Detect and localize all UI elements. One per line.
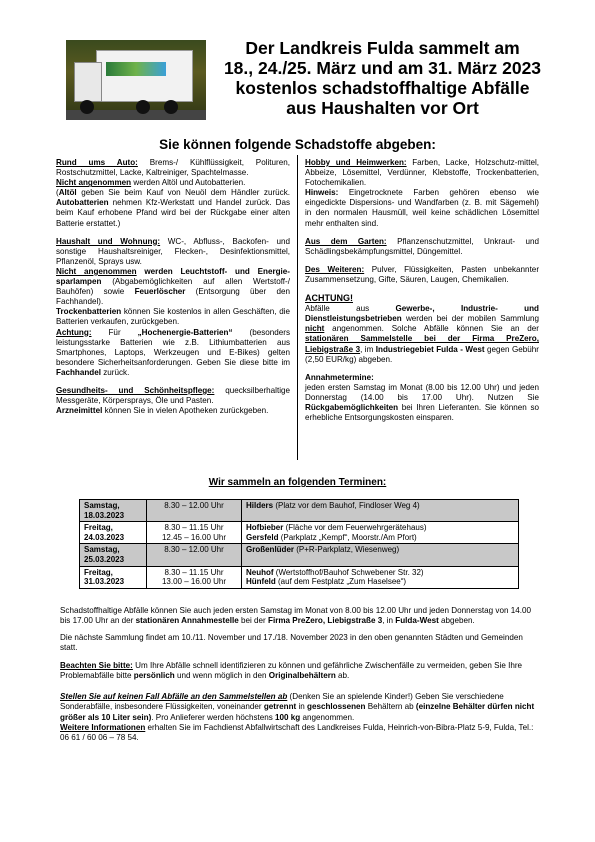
text: werden bei der mobilen Sammlung	[401, 314, 539, 324]
collection-truck-photo	[66, 40, 206, 120]
paragraph-stationary	[60, 606, 540, 627]
section-heading: Rund ums Auto:	[56, 158, 138, 167]
time-slot: 8.30 – 11.15 Uhr	[164, 523, 224, 533]
section-heading: Gesundheits- und Schönheitspflege:	[56, 385, 215, 395]
text: angenommen.	[300, 712, 355, 722]
left-column	[56, 158, 290, 424]
truck-wheel	[136, 100, 150, 114]
text: Die nächste Sammlung findet am 10./11. November und 17./18. November 2023 in den oben genannten Städten und Gemeinden statt.	[60, 633, 523, 653]
date-cell	[80, 522, 147, 544]
table-row	[80, 500, 519, 522]
section-heading: Hobby und Heimwerken:	[305, 158, 407, 167]
table-row	[80, 544, 519, 566]
text-heading: Beachten Sie bitte:	[60, 661, 133, 670]
date: 24.03.2023	[84, 532, 125, 542]
section-text: WC-, Abfluss-, Backofen- und sonstige Haushaltsreiniger, Flecken-, Desinfektionsmittel, Pflanzenöl, Sprays usw.	[56, 236, 290, 266]
time-slot: 13.00 – 16.00 Uhr	[161, 577, 227, 587]
warning-heading: ACHTUNG!	[305, 293, 353, 304]
paragraph-beachten	[60, 661, 540, 682]
place-name: Hünfeld	[246, 577, 276, 587]
text: jeden ersten Samstag im Monat (8.00 bis 12.00 Uhr) und jeden Donnerstag (14.00 bis 17.00 Uhr). Nutzen Sie	[305, 382, 539, 402]
text: Schadstoffhaltige Abfälle können Sie auch jeden ersten Samstag im Monat von 8.00 bis 12.00 Uhr und jeden Donnerstag von 14.00 bis 17.00 Uhr an der	[60, 606, 531, 626]
section-heading: Annahmetermine:	[305, 372, 374, 382]
subtitle: Sie können folgende Schadstoffe abgeben:	[159, 137, 436, 152]
section-heading: Aus dem Garten:	[305, 236, 387, 246]
text-bold: Feuerlöscher	[134, 287, 186, 297]
paragraph-next-collection	[60, 633, 540, 654]
text-bold: Trockenbatterien	[56, 307, 122, 317]
section-text: Pflanzenschutzmittel, Unkraut- und Schädlingsbekämpfungsmittel, Düngemittel.	[305, 236, 539, 256]
schedule-table	[79, 499, 519, 589]
truck-livery	[106, 62, 166, 76]
time-slot: 12.45 – 16.00 Uhr	[161, 532, 227, 542]
text: können Sie in vielen Apotheken zurückgeben.	[102, 406, 269, 416]
text: geben Sie beim Kauf von Neuöl dem Händler zurück.	[76, 188, 290, 198]
paragraph-warning	[60, 692, 540, 743]
text: angenommen. Solche Abfälle können Sie an der	[324, 324, 539, 334]
weekday: Freitag,	[84, 567, 113, 577]
section-text: Farben, Lacke, Holzschutz-mittel, Abbeize, Lösemittel, Verdünner, Klebstoffe, Trockenbatterien, Fotochemikalien.	[305, 158, 539, 188]
page-title	[210, 38, 555, 118]
text-bold: persönlich	[133, 671, 175, 681]
schedule-heading: Wir sammeln an folgenden Terminen:	[208, 477, 387, 488]
table-row	[80, 522, 519, 544]
place-name: Gersfeld	[246, 532, 279, 542]
place-detail: (auf dem Festplatz „Zum Haselsee“)	[275, 577, 407, 587]
place-name: Neuhof	[246, 567, 274, 577]
place-detail: (Parkplatz „Kempf“, Moorstr./Am Pfort)	[278, 532, 417, 542]
section-heading: Haushalt und Wohnung:	[56, 236, 161, 246]
text-bold: Fulda-West	[395, 616, 439, 626]
text: Um Ihre Abfälle schnell identifizieren zu können und gefährliche Zwischenfälle zu vermeiden, geben Sie Ihre Problemabfälle bitte	[60, 661, 523, 681]
date: 31.03.2023	[84, 577, 125, 587]
truck-cab	[74, 62, 102, 102]
date: 25.03.2023	[84, 554, 125, 564]
text: abgeben.	[438, 616, 475, 626]
text: können Sie kostenlos in allen Geschäften, die Batterien verkaufen, zurückgeben.	[56, 307, 290, 327]
text: gegen Gebühr (2,50 EUR/kg) abgeben.	[305, 344, 539, 364]
text-bold: Gewerbe-, Industrie- und Dienstleistungsbetrieben	[305, 304, 539, 324]
time-cell	[147, 566, 242, 588]
not-accepted-label: Nicht angenommen	[56, 266, 137, 276]
place-name: Großenlüder	[246, 545, 295, 555]
text: Behältern ab	[365, 702, 416, 712]
place-detail: (Wertstoffhof/Bauhof Schwebener Str. 32)	[273, 567, 424, 577]
text: bei Ihren Lieferanten. Sie können so erhebliche Entsorgungskosten einsparen.	[305, 402, 539, 423]
date-cell	[80, 500, 147, 522]
text: , im	[360, 344, 376, 354]
table-row	[80, 566, 519, 588]
text-bold: Rückgabemöglichkeiten	[305, 402, 399, 412]
time-cell	[147, 544, 242, 566]
title-line: Der Landkreis Fulda sammelt am	[245, 38, 520, 58]
text-bold: nicht	[305, 324, 325, 334]
text: Abfälle aus	[305, 304, 396, 314]
place-cell	[242, 522, 519, 544]
text-heading: Stellen Sie auf keinen Fall Abfälle an den Sammelstellen ab	[60, 692, 288, 701]
not-accepted-label: Nicht angenommen	[56, 178, 132, 188]
text: in	[296, 702, 308, 712]
time-slot: 8.30 – 12.00 Uhr	[164, 501, 224, 510]
place-name: Hofbieber	[246, 523, 284, 533]
place-name: Hilders	[246, 501, 274, 510]
text-bold: Fachhandel	[56, 367, 101, 377]
title-line: aus Haushalten vor Ort	[286, 98, 479, 118]
text: (besonders leistungsstarke Batterien wie z.B. Lithiumbatterien aus Smartphones, Laptops, Werkzeugen und E-Bikes) gelten besondere Sicherheitsanforderungen. Geben Sie diese bitte im	[56, 327, 291, 367]
text: . Pro Anlieferer werden höchstens	[151, 712, 276, 722]
time-cell	[147, 500, 242, 522]
weekday: Freitag,	[84, 523, 113, 533]
text-heading: Weitere Informationen	[60, 722, 146, 732]
section-text: Pulver, Flüssigkeiten, Pasten unbekannter Zusammensetzung, Gifte, Säuren, Laugen, Chemikalien.	[305, 264, 540, 284]
text-bold: Autobatterien	[56, 198, 109, 208]
text: (Abgabemöglichkeiten auf allen Wertstoff-/ Bauhöfen) sowie	[56, 277, 290, 297]
text-bold: Arzneimittel	[56, 406, 103, 416]
weekday: Samstag,	[84, 501, 120, 510]
place-detail: (P+R-Parkplatz, Wiesenweg)	[294, 545, 400, 555]
right-column	[305, 158, 539, 431]
text: erhalten Sie im Fachdienst Abfallwirtschaft des Landkreises Fulda, Heinrich-von-Bibra-Platz 5-9, Fulda, Tel.: 06 61 / 60 06 – 78 54.	[60, 722, 534, 743]
section-text: Brems-/ Kühlflüssigkeit, Polituren, Rostschutzmittel, Lacke, Kaltreiniger, Spachtelmasse.	[56, 158, 290, 178]
date-cell	[80, 544, 147, 566]
text: nehmen Kfz-Werkstatt und Handel zurück. Das beim Kauf erhobene Pfand wird bei der Rückgabe einer alten Batterie erstattet.)	[56, 198, 290, 228]
place-detail: (Fläche vor dem Feuerwehrgerätehaus)	[283, 523, 427, 533]
section-garten	[305, 237, 539, 257]
text: zurück.	[100, 367, 130, 377]
text: bei der	[238, 616, 268, 626]
text-bold: Hinweis:	[305, 188, 339, 198]
time-cell	[147, 522, 242, 544]
text-bold: Altöl	[58, 188, 77, 198]
text-bold: getrennt	[263, 702, 297, 712]
text: und wenn möglich in den	[174, 671, 269, 681]
truck-container	[96, 50, 193, 102]
section-heading: Des Weiteren:	[305, 264, 365, 274]
truck-wheel	[164, 100, 178, 114]
place-cell	[242, 500, 519, 522]
section-haushalt	[56, 237, 290, 378]
text: Eingetrocknete Farben gehören ebenso wie eingedickte Dispersions- und Wandfarben (z. B. mit Sägemehl) in den normalen Hausmüll, weil keine schädlichen Lösemittel mehr enthalten sind.	[305, 188, 539, 228]
section-text: quecksilberhaltige Messgeräte, Körpersprays, Öle und Pasten.	[56, 385, 290, 406]
text: ab.	[335, 671, 350, 681]
text: (Denken Sie an spielende Kinder!) Geben Sie verschiedene Sonderabfälle, insbesondere Flüssigkeiten, voneinander	[60, 692, 504, 712]
time-slot: 8.30 – 12.00 Uhr	[164, 545, 224, 555]
text-bold: Industriegebiet Fulda - West	[375, 344, 485, 354]
text: (	[56, 188, 59, 198]
section-hobby	[305, 158, 539, 229]
column-divider	[297, 155, 298, 460]
text-bold: geschlossenen	[307, 702, 366, 712]
date: 18.03.2023	[84, 510, 125, 520]
text: Für	[91, 327, 138, 337]
text-bold: 100 kg	[275, 712, 301, 722]
weekday: Samstag,	[84, 545, 120, 555]
text-bold: stationären Sammelstelle bei der Firma PreZero, Liebigstraße 3	[305, 334, 539, 354]
place-detail: (Platz vor dem Bauhof, Findloser Weg 4)	[273, 501, 420, 510]
section-achtung	[305, 293, 539, 365]
truck-wheel	[80, 100, 94, 114]
text-bold: „Hochenergie-Batterien“	[137, 327, 233, 337]
section-gesundheit	[56, 386, 290, 416]
place-cell	[242, 566, 519, 588]
section-auto	[56, 158, 290, 229]
text-bold: Firma PreZero, Liebigstraße 3	[268, 616, 383, 626]
place-cell	[242, 544, 519, 566]
text: (Entsorgung über den Fachhandel).	[56, 287, 291, 307]
text-bold: werden Leuchtstoff- und Energie-sparlampen	[56, 266, 290, 287]
section-weiteres	[305, 265, 539, 285]
title-line: 18., 24./25. März und am 31. März 2023	[223, 58, 542, 78]
text: , in	[382, 616, 396, 626]
text-bold: (einzelne Behälter dürfen nicht größer als 10 Liter sein)	[60, 702, 535, 722]
text-bold: Originalbehältern	[268, 671, 336, 681]
section-annahmetermine	[305, 373, 539, 423]
date-cell	[80, 566, 147, 588]
section-text: werden Altöl und Autobatterien.	[131, 178, 246, 188]
title-line: kostenlos schadstoffhaltige Abfälle	[235, 78, 530, 98]
text-bold: stationären Annahmestelle	[135, 616, 239, 626]
time-slot: 8.30 – 11.15 Uhr	[164, 567, 224, 577]
warning-label: Achtung:	[56, 327, 92, 337]
